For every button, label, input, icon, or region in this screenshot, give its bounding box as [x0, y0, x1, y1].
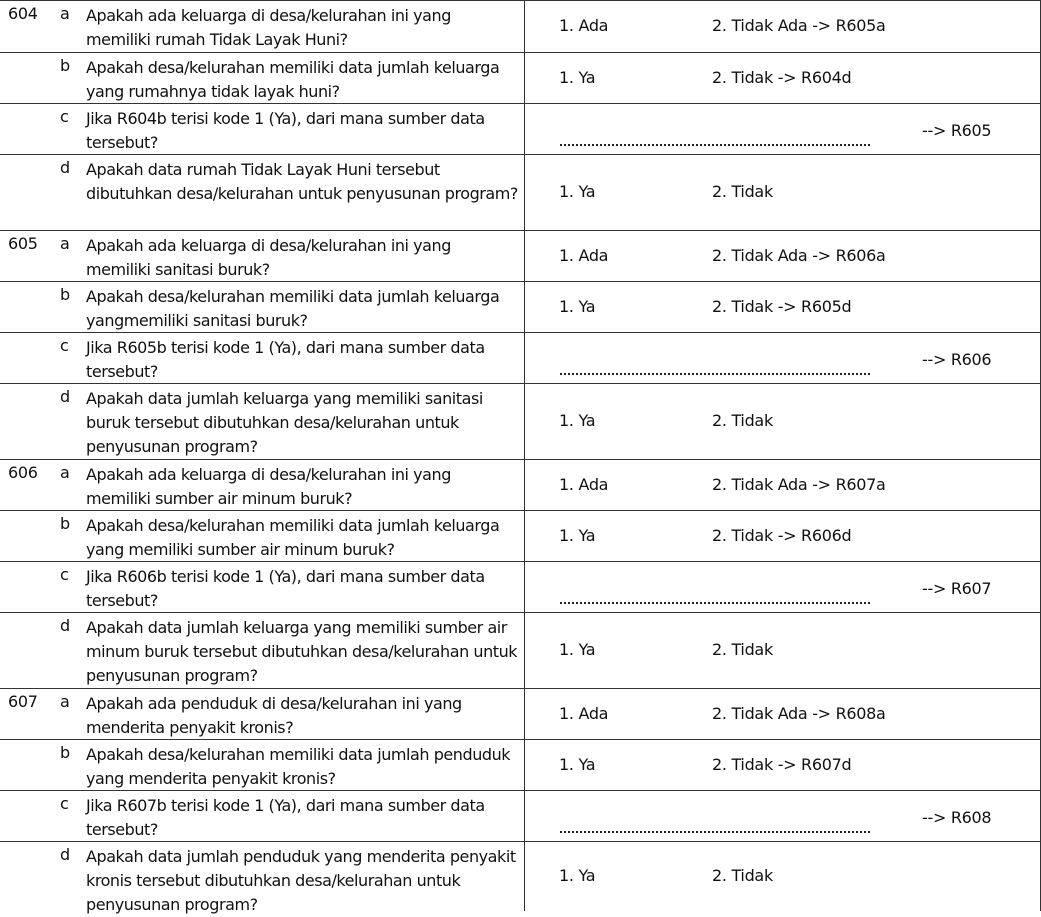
skip-instruction: --> R607 — [922, 579, 992, 598]
question-letter: c — [60, 565, 69, 584]
question-letter: d — [60, 845, 71, 864]
source-answer-line[interactable] — [560, 602, 870, 604]
table-row — [0, 103, 1041, 154]
answer-option-2[interactable]: 2. Tidak -> R606d — [712, 526, 852, 545]
question-letter: c — [60, 107, 69, 126]
answer-option-1[interactable]: 1. Ya — [559, 526, 596, 545]
answer-option-1[interactable]: 1. Ya — [559, 182, 596, 201]
answer-option-2[interactable]: 2. Tidak Ada -> R607a — [712, 475, 886, 494]
question-text: Apakah ada penduduk di desa/kelurahan ini yang menderita penyakit kronis? — [86, 694, 462, 737]
skip-instruction: --> R605 — [922, 121, 992, 140]
table-row — [0, 612, 1041, 688]
question-letter: d — [60, 616, 71, 635]
answer-option-1[interactable]: 1. Ada — [559, 16, 609, 35]
answer-option-2[interactable]: 2. Tidak Ada -> R608a — [712, 704, 886, 723]
row-divider — [0, 790, 1041, 791]
answer-option-2[interactable]: 2. Tidak — [712, 411, 773, 430]
question-letter: b — [60, 285, 71, 304]
answer-option-1[interactable]: 1. Ada — [559, 704, 609, 723]
row-divider — [0, 52, 1041, 53]
question-text: Apakah data jumlah penduduk yang menderita penyakit kronis tersebut dibutuhkan desa/kelurahan untuk penyusunan program? — [86, 847, 516, 914]
question-text: Apakah ada keluarga di desa/kelurahan ini yang memiliki sanitasi buruk? — [86, 236, 451, 279]
question-letter: b — [60, 743, 71, 762]
table-row — [0, 383, 1041, 459]
row-divider — [0, 612, 1041, 613]
question-letter: d — [60, 387, 71, 406]
row-divider — [0, 459, 1041, 460]
question-letter: a — [60, 463, 70, 482]
question-text: Jika R604b terisi kode 1 (Ya), dari mana sumber data tersebut? — [86, 109, 485, 152]
question-text: Apakah data jumlah keluarga yang memiliki sumber air minum buruk tersebut dibutuhkan desa/kelurahan untuk penyusunan program? — [86, 618, 518, 685]
question-letter: b — [60, 514, 71, 533]
row-divider — [0, 281, 1041, 282]
row-divider — [0, 0, 1041, 1]
question-text: Apakah ada keluarga di desa/kelurahan ini yang memiliki sumber air minum buruk? — [86, 465, 451, 508]
answer-option-1[interactable]: 1. Ada — [559, 246, 609, 265]
table-row — [0, 739, 1041, 790]
question-text: Apakah desa/kelurahan memiliki data jumlah keluarga yang memiliki sumber air minum buruk? — [86, 516, 500, 559]
column-divider — [524, 0, 525, 911]
answer-option-1[interactable]: 1. Ya — [559, 68, 596, 87]
answer-option-2[interactable]: 2. Tidak — [712, 640, 773, 659]
question-text: Apakah desa/kelurahan memiliki data jumlah penduduk yang menderita penyakit kronis? — [86, 745, 511, 788]
question-text: Jika R606b terisi kode 1 (Ya), dari mana sumber data tersebut? — [86, 567, 485, 610]
table-row — [0, 230, 1041, 281]
question-number: 607 — [8, 692, 38, 711]
table-row — [0, 52, 1041, 103]
answer-option-1[interactable]: 1. Ya — [559, 640, 596, 659]
row-divider — [0, 332, 1041, 333]
source-answer-line[interactable] — [560, 144, 870, 146]
question-text: Apakah data jumlah keluarga yang memiliki sanitasi buruk tersebut dibutuhkan desa/kelurahan untuk penyusunan program? — [86, 389, 483, 456]
row-divider — [0, 561, 1041, 562]
question-number: 604 — [8, 4, 38, 23]
question-text: Apakah ada keluarga di desa/kelurahan ini yang memiliki rumah Tidak Layak Huni? — [86, 6, 451, 49]
table-row — [0, 841, 1041, 914]
source-answer-line[interactable] — [560, 831, 870, 833]
question-text: Apakah desa/kelurahan memiliki data jumlah keluarga yangmemiliki sanitasi buruk? — [86, 287, 500, 330]
table-row — [0, 459, 1041, 510]
question-text: Jika R607b terisi kode 1 (Ya), dari mana sumber data tersebut? — [86, 796, 485, 839]
table-row — [0, 790, 1041, 841]
table-row — [0, 561, 1041, 612]
question-letter: c — [60, 336, 69, 355]
question-letter: a — [60, 692, 70, 711]
row-divider — [0, 103, 1041, 104]
answer-option-2[interactable]: 2. Tidak -> R605d — [712, 297, 852, 316]
answer-option-2[interactable]: 2. Tidak — [712, 866, 773, 885]
question-letter: a — [60, 4, 70, 23]
source-answer-line[interactable] — [560, 373, 870, 375]
row-divider — [0, 739, 1041, 740]
row-divider — [0, 510, 1041, 511]
answer-option-2[interactable]: 2. Tidak — [712, 182, 773, 201]
question-text: Jika R605b terisi kode 1 (Ya), dari mana sumber data tersebut? — [86, 338, 485, 381]
answer-option-1[interactable]: 1. Ya — [559, 411, 596, 430]
answer-option-2[interactable]: 2. Tidak -> R607d — [712, 755, 852, 774]
row-divider — [0, 688, 1041, 689]
question-letter: c — [60, 794, 69, 813]
table-row — [0, 688, 1041, 739]
answer-option-2[interactable]: 2. Tidak -> R604d — [712, 68, 852, 87]
table-row — [0, 510, 1041, 561]
row-divider — [0, 230, 1041, 231]
answer-option-1[interactable]: 1. Ya — [559, 866, 596, 885]
table-row — [0, 281, 1041, 332]
question-text: Apakah desa/kelurahan memiliki data jumlah keluarga yang rumahnya tidak layak huni? — [86, 58, 500, 101]
answer-option-2[interactable]: 2. Tidak Ada -> R605a — [712, 16, 886, 35]
answer-option-1[interactable]: 1. Ya — [559, 755, 596, 774]
answer-option-1[interactable]: 1. Ya — [559, 297, 596, 316]
question-letter: a — [60, 234, 70, 253]
row-divider — [0, 154, 1041, 155]
question-letter: b — [60, 56, 71, 75]
table-row — [0, 154, 1041, 230]
question-number: 606 — [8, 463, 38, 482]
question-letter: d — [60, 158, 71, 177]
row-divider — [0, 841, 1041, 842]
answer-option-2[interactable]: 2. Tidak Ada -> R606a — [712, 246, 886, 265]
row-divider — [0, 383, 1041, 384]
table-row — [0, 332, 1041, 383]
skip-instruction: --> R608 — [922, 808, 992, 827]
question-number: 605 — [8, 234, 38, 253]
table-row — [0, 0, 1041, 52]
question-text: Apakah data rumah Tidak Layak Huni tersebut dibutuhkan desa/kelurahan untuk penyusunan program? — [86, 160, 518, 203]
answer-option-1[interactable]: 1. Ada — [559, 475, 609, 494]
skip-instruction: --> R606 — [922, 350, 992, 369]
